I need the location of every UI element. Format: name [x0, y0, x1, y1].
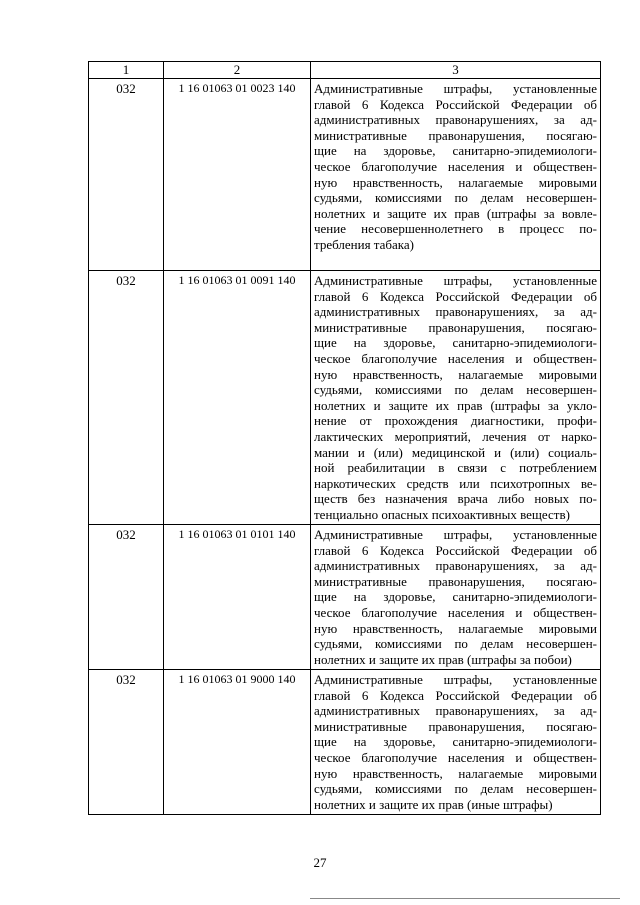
page-number: 27	[313, 855, 327, 870]
description-line: Административные штрафы, установленные	[314, 81, 597, 96]
description-line: судьями, комиссиями по делам несовершен-	[314, 382, 597, 398]
kbk-code-cell: 1 16 01063 01 0101 140	[164, 525, 311, 670]
description-line: нолетних и защите их прав (иные штрафы)	[314, 796, 553, 812]
bottom-divider	[310, 898, 620, 899]
description-line: Административные штрафы, установленные	[314, 273, 597, 288]
admin-code-cell: 032	[89, 670, 164, 815]
admin-code-cell: 032	[89, 271, 164, 525]
description-line: главой 6 Кодекса Российской Федерации об	[314, 687, 597, 703]
description-line: министративные правонарушения, посягаю-	[314, 319, 597, 335]
description-line: министративные правонарушения, посягаю-	[314, 573, 597, 589]
description-line: щие на здоровье, санитарно-эпидемиологи-	[314, 589, 597, 605]
description-line: ной реабилитации в связи с потреблением	[314, 460, 597, 476]
description-line: ческое благополучие населения и обществен-	[314, 158, 597, 174]
description-line: нение от прохождения диагностики, профи-	[314, 413, 597, 429]
description-line: судьями, комиссиями по делам несовершен-	[314, 190, 597, 206]
description-line: щие на здоровье, санитарно-эпидемиологи-	[314, 734, 597, 750]
kbk-code-cell: 1 16 01063 01 9000 140	[164, 670, 311, 815]
table-row	[89, 525, 601, 670]
description-line: требления табака)	[314, 236, 415, 252]
description-line: главой 6 Кодекса Российской Федерации об	[314, 288, 597, 304]
description-line: административных правонарушениях, за ад-	[314, 304, 597, 320]
header-col-2: 2	[164, 62, 311, 79]
table-header-row	[89, 62, 601, 79]
description-line: ную нравственность, налагаемые мировыми	[314, 174, 597, 190]
kbk-code-cell: 1 16 01063 01 0091 140	[164, 271, 311, 525]
table-row	[89, 271, 601, 525]
description-line: ную нравственность, налагаемые мировыми	[314, 765, 597, 781]
description-line: лактических мероприятий, лечения от нарко-	[314, 428, 597, 444]
description-line: щие на здоровье, санитарно-эпидемиологи-	[314, 143, 597, 159]
description-line: административных правонарушениях, за ад-	[314, 558, 597, 574]
description-line: главой 6 Кодекса Российской Федерации об	[314, 96, 597, 112]
description-line: ную нравственность, налагаемые мировыми	[314, 620, 597, 636]
admin-code-cell: 032	[89, 79, 164, 271]
description-line: ную нравственность, налагаемые мировыми	[314, 366, 597, 382]
description-line: нолетних и защите их прав (штрафы за побои)	[314, 651, 572, 667]
table-row	[89, 79, 601, 271]
header-col-3: 3	[311, 62, 601, 79]
description-line: судьями, комиссиями по делам несовершен-	[314, 636, 597, 652]
description-line: нолетних и защите их прав (штрафы за вовле-	[314, 205, 597, 221]
description-line: мании и (или) медицинской и (или) социаль-	[314, 444, 597, 460]
budget-codes-table	[88, 61, 601, 815]
description-cell	[311, 525, 601, 670]
description-line: ществ без назначения врача либо новых по-	[314, 491, 597, 507]
description-line: ческое благополучие населения и обществен-	[314, 604, 597, 620]
description-line: административных правонарушениях, за ад-	[314, 703, 597, 719]
header-col-1: 1	[89, 62, 164, 79]
description-line: тенциально опасных психоактивных веществ)	[314, 506, 570, 522]
kbk-code-cell: 1 16 01063 01 0023 140	[164, 79, 311, 271]
description-line: ческое благополучие населения и обществен-	[314, 749, 597, 765]
admin-code-cell: 032	[89, 525, 164, 670]
description-line: административных правонарушениях, за ад-	[314, 112, 597, 128]
description-line: судьями, комиссиями по делам несовершен-	[314, 781, 597, 797]
description-line: чение несовершеннолетнего в процесс по-	[314, 221, 597, 237]
description-line: ческое благополучие населения и обществен-	[314, 350, 597, 366]
description-line: министративные правонарушения, посягаю-	[314, 718, 597, 734]
description-line: Административные штрафы, установленные	[314, 672, 597, 687]
table-row	[89, 670, 601, 815]
description-line: нолетних и защите их прав (штрафы за укло-	[314, 397, 597, 413]
description-line: главой 6 Кодекса Российской Федерации об	[314, 542, 597, 558]
description-cell	[311, 79, 601, 271]
description-cell	[311, 670, 601, 815]
description-line: наркотических средств или психотропных ве-	[314, 475, 597, 491]
description-line: министративные правонарушения, посягаю-	[314, 127, 597, 143]
description-line: Административные штрафы, установленные	[314, 527, 597, 542]
description-cell	[311, 271, 601, 525]
description-line: щие на здоровье, санитарно-эпидемиологи-	[314, 335, 597, 351]
